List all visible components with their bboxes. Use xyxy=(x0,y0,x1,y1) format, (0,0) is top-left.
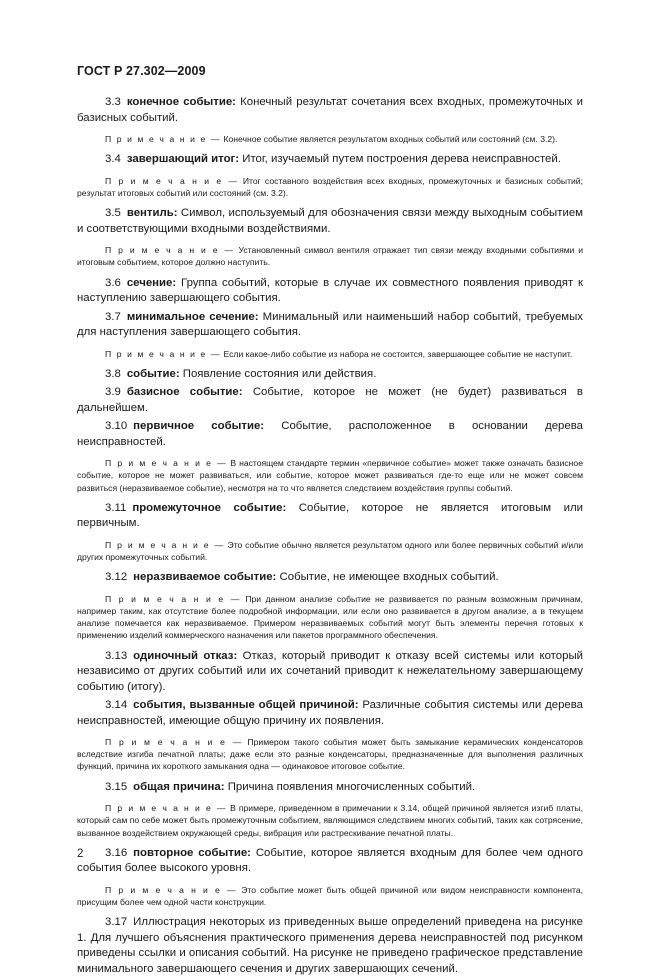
clause-number: 3.10 xyxy=(105,420,128,433)
note-text: Это событие обычно является результатом одного или более первичных событий и/или других промежуточных событий. xyxy=(77,539,584,563)
term-definition xyxy=(77,276,583,307)
note-label: П р и м е ч а н и е — xyxy=(105,458,228,469)
definition-text: Событие, которое не может (не будет) развиваться в дальнейшем. xyxy=(77,386,583,414)
clause-number: 3.16 xyxy=(105,846,128,859)
note-text: При данном анализе событие не развивается по разным возможным причинам, например таким, как отсутствие более подробной информации, или если оно развивается в другом анализе, а в текущем анализе помечается как неразвиваемое. Примером неразвиваемых событий могут быть элементы перечня готовых к применению изделий коммерческого назначения или пакетов программного обеспечения. xyxy=(77,593,583,641)
note-paragraph xyxy=(77,348,583,360)
note-label: П р и м е ч а н и е — xyxy=(105,539,225,550)
definition-text: Появление состояния или действия. xyxy=(182,367,377,380)
clause-number: 3.6 xyxy=(105,276,121,289)
note-paragraph xyxy=(77,802,583,839)
term-definition xyxy=(77,385,583,416)
definition-text: Минимальный или наименьший набор событий, требуемых для наступления завершающего события. xyxy=(77,310,583,339)
clause-number: 3.5 xyxy=(105,207,121,220)
term-definition xyxy=(77,152,583,168)
note-paragraph xyxy=(77,736,583,773)
document-body xyxy=(77,95,583,977)
clause-number: 3.9 xyxy=(105,386,121,399)
term-definition xyxy=(77,846,583,877)
term-definition xyxy=(77,95,583,126)
definition-text: Конечный результат сочетания всех входных, промежуточных и базисных событий. xyxy=(77,96,583,124)
note-label: П р и м е ч а н и е — xyxy=(105,134,222,144)
clause-number: 3.3 xyxy=(105,96,121,108)
term-name: сечение: xyxy=(126,276,177,289)
note-paragraph xyxy=(77,884,583,908)
term-name: конечное событие: xyxy=(126,96,236,108)
note-paragraph xyxy=(77,175,583,199)
note-text: Это событие может быть общей причиной или видом неисправности компонента, присущим более чем одной части конструкции. xyxy=(77,884,584,907)
note-label: П р и м е ч а н и е — xyxy=(105,593,241,604)
note-label: П р и м е ч а н и е — xyxy=(105,803,228,814)
note-paragraph xyxy=(77,244,583,268)
clause-number: 3.17 xyxy=(105,916,128,929)
term-name: события, вызванные общей причиной: xyxy=(133,699,359,712)
term-name: неразвиваемое событие: xyxy=(133,571,277,584)
term-name: событие: xyxy=(126,367,180,380)
clause-number: 3.8 xyxy=(105,367,121,380)
definition-text: Событие, которое является входным для более чем одного события более высокого уровня. xyxy=(77,846,583,875)
clause-number: 3.4 xyxy=(105,153,121,166)
note-label: П р и м е ч а н и е — xyxy=(105,175,239,186)
definition-text: Причина появления многочисленных событий. xyxy=(227,780,476,793)
definition-text: Событие, расположенное в основании дерева неисправностей. xyxy=(77,420,583,448)
definition-text: Различные события системы или дерева неисправностей, имеющие общую причину их появления. xyxy=(77,699,583,727)
term-name: базисное событие: xyxy=(126,386,243,399)
note-text: Конечное событие является результатом входных событий или состояний (см. 3.2). xyxy=(223,134,558,144)
term-name: вентиль: xyxy=(126,207,178,220)
term-name: повторное событие: xyxy=(133,846,251,859)
definition-text: Группа событий, которые в случае их совместного появления приводят к наступлению завершающего события. xyxy=(77,276,584,305)
note-paragraph xyxy=(77,457,583,494)
note-paragraph xyxy=(77,539,583,563)
term-name: промежуточное событие: xyxy=(132,501,287,514)
note-text: В настоящем стандарте термин «первичное событие» может также означать базисное событие, которое не может развиваться, или событие, которое может развиваться где-то еще или не может совсем развиться (неразвиваемое событие), несмотря на то что является следствием воздействия группы событий. xyxy=(77,458,583,493)
note-label: П р и м е ч а н и е — xyxy=(105,884,238,895)
term-name: минимальное сечение: xyxy=(126,310,259,323)
term-definition xyxy=(77,649,583,696)
clause-number: 3.15 xyxy=(105,780,128,793)
term-definition xyxy=(77,206,583,237)
note-text: Если какое-либо событие из набора не состоится, завершающее событие не наступит. xyxy=(223,348,573,359)
term-definition xyxy=(77,419,583,450)
term-name: первичное событие: xyxy=(133,420,265,433)
note-label: П р и м е ч а н и е — xyxy=(105,245,235,256)
page-number: 2 xyxy=(77,848,84,860)
term-definition xyxy=(77,501,583,532)
note-label: П р и м е ч а н и е — xyxy=(105,737,243,748)
definition-text: Событие, которое не является итоговым или первичным. xyxy=(77,501,583,530)
note-text: В примере, приведенном в примечании к 3.14, общей причиной является изгиб платы, который сам по себе может быть промежуточным событием, являющимся следствием многих событий, таких как сотрясение, вызванное воздействием окружающей среды, вибрация или растрескивание печатной платы. xyxy=(77,803,584,838)
term-name: одиночный отказ: xyxy=(133,649,238,662)
clause-number: 3.14 xyxy=(105,699,128,712)
note-text: Примером такого события может быть замыкание керамических конденсаторов вследствие изгиба печатной платы; даже если это разные конденсаторы, предназначенные для выполнения различных функций, причина их короткого замыкания одна — одинаковое итоговое событие. xyxy=(77,737,583,772)
paragraph xyxy=(77,915,583,977)
clause-number: 3.11 xyxy=(105,501,127,514)
term-name: завершающий итог: xyxy=(126,153,240,166)
definition-text: Символ, используемый для обозначения связи между выходным событием и соответствующими входными воздействиями. xyxy=(77,207,583,235)
note-label: П р и м е ч а н и е — xyxy=(105,348,222,359)
term-definition xyxy=(77,367,583,383)
term-definition xyxy=(77,570,583,586)
clause-number: 3.12 xyxy=(105,571,128,584)
definition-text: Событие, не имеющее входных событий. xyxy=(279,571,499,584)
note-text: Установленный символ вентиля отражает тип связи между входными событиями и итоговым событием, которое должно наступить. xyxy=(77,245,583,268)
term-name: общая причина: xyxy=(133,780,225,793)
page-header: ГОСТ Р 27.302—2009 xyxy=(77,64,206,78)
note-paragraph xyxy=(77,133,583,145)
definition-text: Иллюстрация некоторых из приведенных выше определений приведена на рисунке 1. Для лучшего объяснения практического применения дерева неисправностей под рисунком приведены ссылки и описания событий. На рисунке не приведено графическое представление минимального завершающего сечения и других завершающих сечений. xyxy=(77,916,583,975)
note-paragraph xyxy=(77,593,583,642)
definition-text: Отказ, который приводит к отказу всей системы или который независимо от других событий или их сочетаний приводит к нежелательному завершающему событию (итогу). xyxy=(77,649,583,693)
term-definition xyxy=(77,780,583,796)
clause-number: 3.7 xyxy=(105,310,121,323)
note-text: Итог составного воздействия всех входных, промежуточных и базисных событий; результат итоговых событий или состояний (см. 3.2). xyxy=(77,175,583,198)
clause-number: 3.13 xyxy=(105,649,128,662)
term-definition xyxy=(77,698,583,729)
term-definition xyxy=(77,310,583,341)
definition-text: Итог, изучаемый путем построения дерева неисправностей. xyxy=(242,153,561,166)
